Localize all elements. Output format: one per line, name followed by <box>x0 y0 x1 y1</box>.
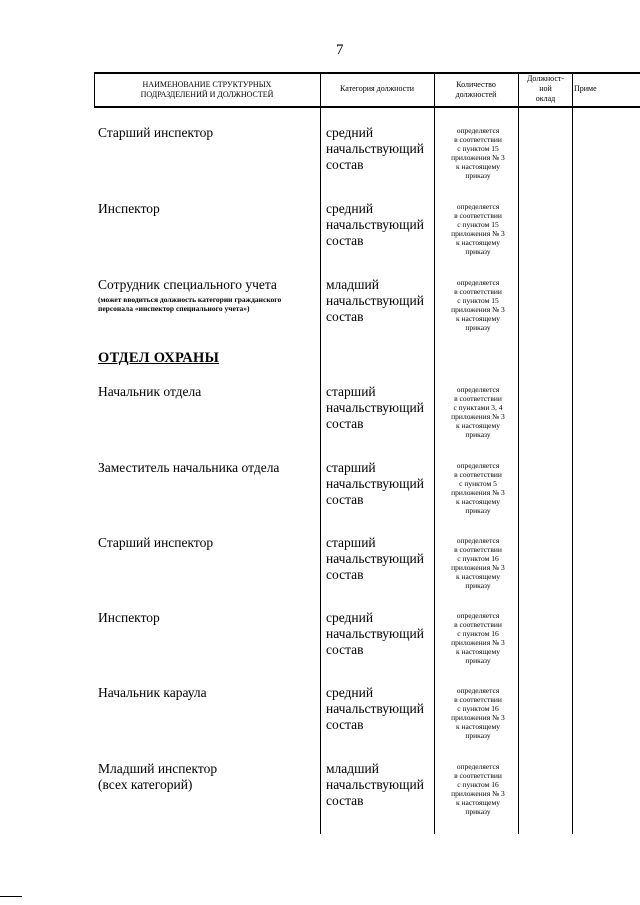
header-note-column: Приме <box>574 84 597 93</box>
position-category: средний начальствующий состав <box>326 685 424 732</box>
header-salary-column: Должност- ной оклад <box>526 74 565 103</box>
position-quantity: определяется в соответствии с пунктом 15 приложения № 3 к настоящему приказу <box>451 202 505 256</box>
position-name: Заместитель начальника отдела <box>98 460 280 475</box>
header-quantity-column: Количество должностей <box>455 80 497 99</box>
margin-mark <box>0 896 22 897</box>
position-name: Инспектор <box>98 610 160 625</box>
position-note: (может вводиться должность категории гражданского персонала «инспектор специального учета») <box>98 295 282 313</box>
table-header-bottom-rule <box>94 106 640 108</box>
position-category: средний начальствующий состав <box>326 125 424 172</box>
position-category: средний начальствующий состав <box>326 610 424 657</box>
position-quantity: определяется в соответствии с пунктом 15 приложения № 3 к настоящему приказу <box>451 126 505 180</box>
position-name: Сотрудник специального учета (может вводиться должность категории гражданского персонала «инспектор специального учета») <box>98 277 318 313</box>
position-quantity: определяется в соответствии с пунктом 16 приложения № 3 к настоящему приказу <box>451 611 505 665</box>
page-number: 7 <box>336 42 344 58</box>
position-category: младший начальствующий состав <box>326 761 424 808</box>
position-quantity: определяется в соответствии с пунктом 5 приложения № 3 к настоящему приказу <box>451 461 505 515</box>
position-quantity: определяется в соответствии с пунктом 15 приложения № 3 к настоящему приказу <box>451 278 505 332</box>
position-name: Старший инспектор <box>98 125 214 140</box>
column-divider <box>320 72 321 834</box>
position-quantity: определяется в соответствии с пунктом 16 приложения № 3 к настоящему приказу <box>451 536 505 590</box>
position-quantity: определяется в соответствии с пунктом 16 приложения № 3 к настоящему приказу <box>451 762 505 816</box>
column-divider <box>572 72 573 834</box>
position-name: Начальник отдела <box>98 384 202 399</box>
position-name: Инспектор <box>98 201 160 216</box>
position-category: средний начальствующий состав <box>326 201 424 248</box>
position-quantity: определяется в соответствии с пунктами 3, 4 приложения № 3 к настоящему приказу <box>451 385 505 439</box>
position-category: старший начальствующий состав <box>326 460 424 507</box>
position-name: Старший инспектор <box>98 535 214 550</box>
position-category: старший начальствующий состав <box>326 384 424 431</box>
position-name: Начальник караула <box>98 685 207 700</box>
header-category-column: Категория должности <box>340 84 414 93</box>
column-divider <box>94 72 95 107</box>
position-category: младший начальствующий состав <box>326 277 424 324</box>
section-title: ОТДЕЛ ОХРАНЫ <box>98 350 220 366</box>
position-name: Младший инспектор (всех категорий) <box>98 761 218 792</box>
column-divider <box>434 72 435 834</box>
header-name-column: НАИМЕНОВАНИЕ СТРУКТУРНЫХ ПОДРАЗДЕЛЕНИЙ И ДОЛЖНОСТЕЙ <box>140 80 274 99</box>
position-category: старший начальствующий состав <box>326 535 424 582</box>
position-quantity: определяется в соответствии с пунктом 16 приложения № 3 к настоящему приказу <box>451 686 505 740</box>
